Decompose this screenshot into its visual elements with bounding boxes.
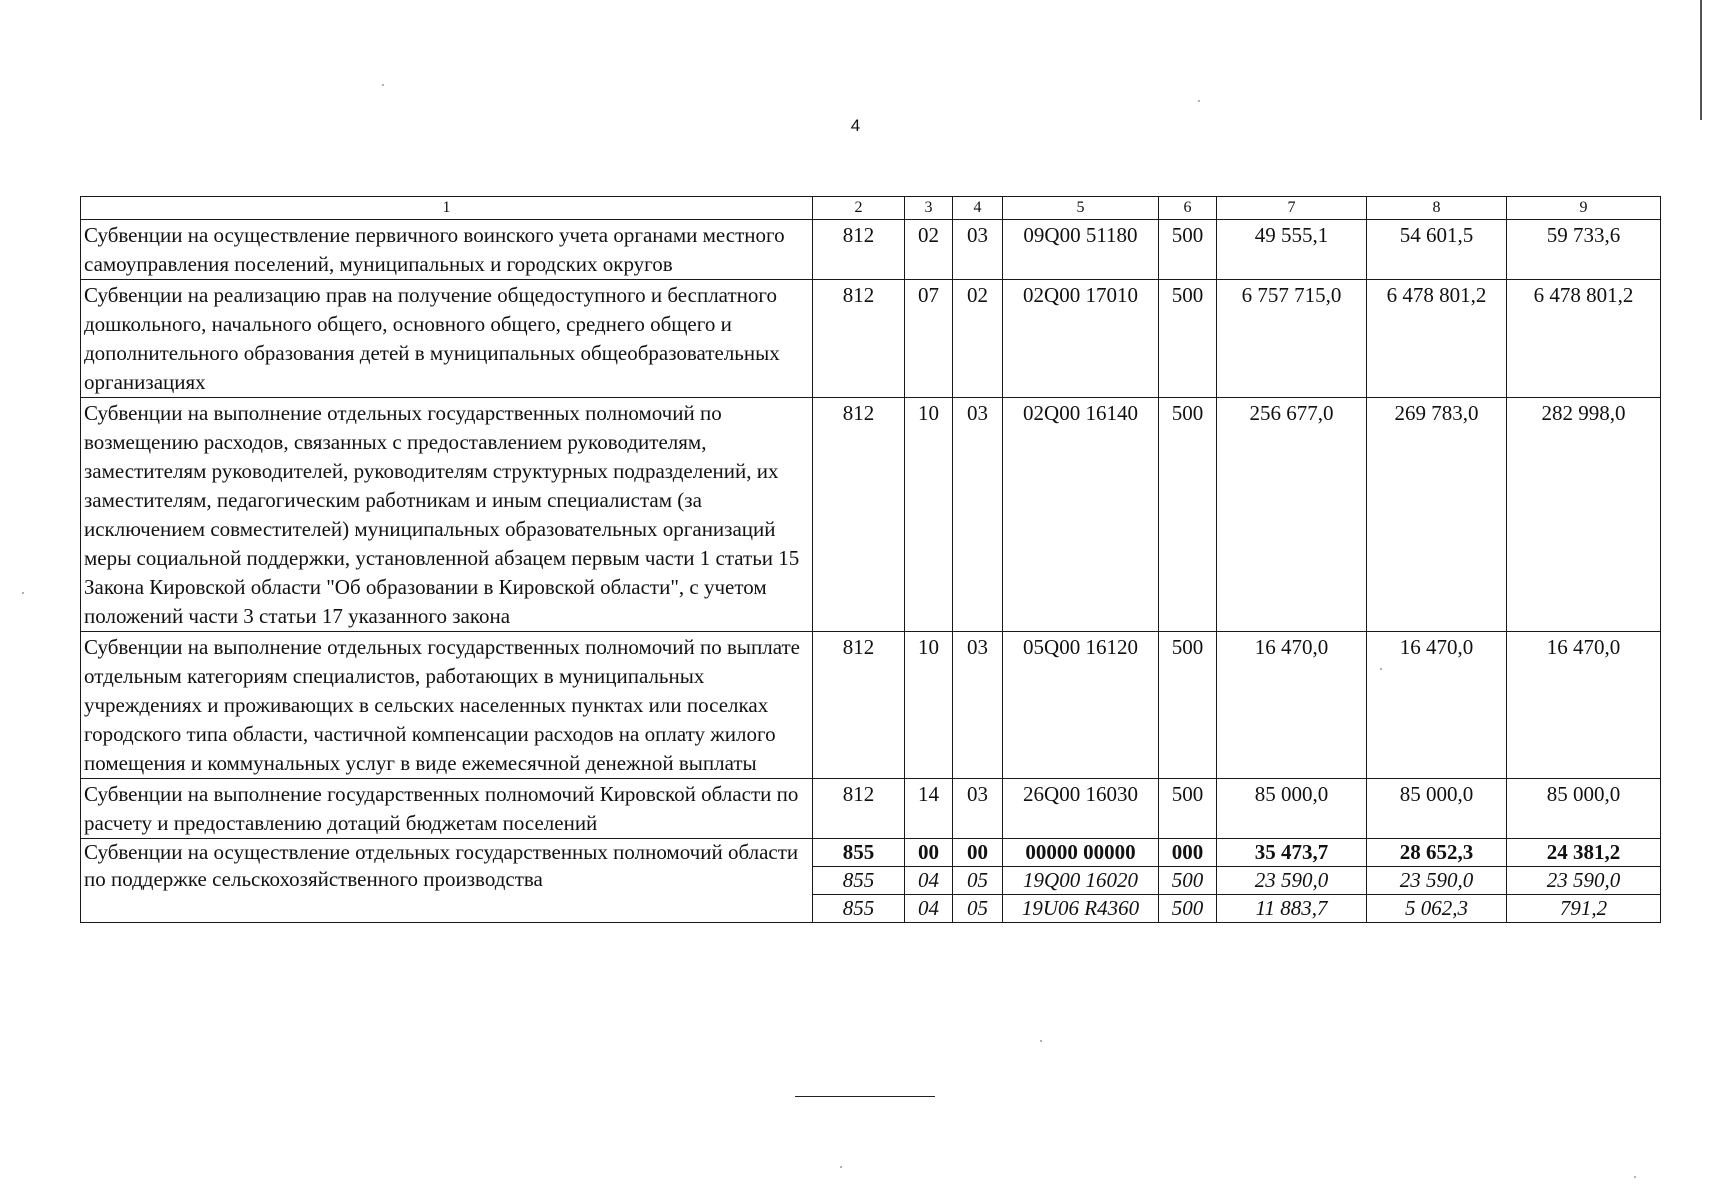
col6-expense-type: 500	[1159, 632, 1217, 779]
col4-subsection: 05	[953, 895, 1003, 923]
row-description: Субвенции на осуществление первичного воинского учета органами местного самоуправления поселений, муниципальных и городских округов	[81, 220, 813, 280]
col7-amount: 16 470,0	[1217, 632, 1367, 779]
col5-target-item: 05Q00 16120	[1003, 632, 1159, 779]
col7-amount: 35 473,7	[1217, 839, 1367, 867]
col4-subsection: 02	[953, 280, 1003, 398]
col5-target-item: 19U06 R4360	[1003, 895, 1159, 923]
col8-amount: 28 652,3	[1367, 839, 1507, 867]
col2-code: 812	[813, 220, 905, 280]
table-row	[81, 779, 1661, 839]
col8-amount: 54 601,5	[1367, 220, 1507, 280]
col7-amount: 85 000,0	[1217, 779, 1367, 839]
scan-speck	[1634, 1176, 1636, 1178]
col4-subsection: 03	[953, 398, 1003, 632]
col7-amount: 11 883,7	[1217, 895, 1367, 923]
col9-amount: 85 000,0	[1507, 779, 1661, 839]
header-cell: 7	[1217, 197, 1367, 220]
row-description: Субвенции на выполнение отдельных государственных полномочий по возмещению расходов, связанных с предоставлением руководителям, заместителям руководителей, руководителям структурных подразделений, их заместителям, педагогическим работникам и иным специалистам (за исключением совместителей) муниципальных образовательных организаций меры социальной поддержки, установленной абзацем первым части 1 статьи 15 Закона Кировской области "Об образовании в Кировской области", с учетом положений части 3 статьи 17 указанного закона	[81, 398, 813, 632]
col9-amount: 59 733,6	[1507, 220, 1661, 280]
col9-amount: 16 470,0	[1507, 632, 1661, 779]
col9-amount: 23 590,0	[1507, 867, 1661, 895]
col5-target-item: 02Q00 16140	[1003, 398, 1159, 632]
col3-section: 00	[905, 839, 953, 867]
scan-speck	[1198, 100, 1200, 102]
col9-amount: 791,2	[1507, 895, 1661, 923]
row-description: Субвенции на осуществление отдельных государственных полномочий области по поддержке сельскохозяйственного производства	[81, 839, 813, 923]
col7-amount: 256 677,0	[1217, 398, 1367, 632]
col6-expense-type: 500	[1159, 220, 1217, 280]
table-row	[81, 220, 1661, 280]
col8-amount: 16 470,0	[1367, 632, 1507, 779]
col5-target-item: 26Q00 16030	[1003, 779, 1159, 839]
col2-code: 855	[813, 839, 905, 867]
header-cell: 2	[813, 197, 905, 220]
col3-section: 10	[905, 398, 953, 632]
scan-speck	[1380, 668, 1382, 670]
col9-amount: 282 998,0	[1507, 398, 1661, 632]
col6-expense-type: 000	[1159, 839, 1217, 867]
scan-edge-mark	[1700, 0, 1702, 120]
col3-section: 14	[905, 779, 953, 839]
header-cell: 8	[1367, 197, 1507, 220]
col7-amount: 23 590,0	[1217, 867, 1367, 895]
col9-amount: 24 381,2	[1507, 839, 1661, 867]
col8-amount: 5 062,3	[1367, 895, 1507, 923]
col7-amount: 6 757 715,0	[1217, 280, 1367, 398]
col2-code: 855	[813, 867, 905, 895]
table-header-row	[81, 197, 1661, 220]
col8-amount: 269 783,0	[1367, 398, 1507, 632]
col3-section: 04	[905, 867, 953, 895]
col5-target-item: 00000 00000	[1003, 839, 1159, 867]
col9-amount: 6 478 801,2	[1507, 280, 1661, 398]
col6-expense-type: 500	[1159, 398, 1217, 632]
col3-section: 02	[905, 220, 953, 280]
col3-section: 04	[905, 895, 953, 923]
header-cell: 3	[905, 197, 953, 220]
header-cell: 5	[1003, 197, 1159, 220]
col4-subsection: 05	[953, 867, 1003, 895]
col4-subsection: 03	[953, 632, 1003, 779]
col2-code: 855	[813, 895, 905, 923]
scan-speck	[1040, 1040, 1042, 1042]
col8-amount: 23 590,0	[1367, 867, 1507, 895]
table-row	[81, 280, 1661, 398]
col7-amount: 49 555,1	[1217, 220, 1367, 280]
col2-code: 812	[813, 280, 905, 398]
row-description: Субвенции на выполнение отдельных государственных полномочий по выплате отдельным категориям специалистов, работающих в муниципальных учреждениях и проживающих в сельских населенных пунктах или поселках городского типа области, частичной компенсации расходов на оплату жилого помещения и коммунальных услуг в виде ежемесячной денежной выплаты	[81, 632, 813, 779]
subventions-table	[80, 196, 1661, 923]
col2-code: 812	[813, 398, 905, 632]
col4-subsection: 00	[953, 839, 1003, 867]
col3-section: 07	[905, 280, 953, 398]
scan-speck	[22, 592, 24, 594]
col4-subsection: 03	[953, 220, 1003, 280]
row-description: Субвенции на реализацию прав на получение общедоступного и бесплатного дошкольного, начального общего, основного общего, среднего общего и дополнительного образования детей в муниципальных общеобразовательных организациях	[81, 280, 813, 398]
header-cell: 4	[953, 197, 1003, 220]
table-body	[81, 197, 1661, 923]
col5-target-item: 09Q00 51180	[1003, 220, 1159, 280]
col2-code: 812	[813, 779, 905, 839]
col5-target-item: 02Q00 17010	[1003, 280, 1159, 398]
row-description: Субвенции на выполнение государственных полномочий Кировской области по расчету и предоставлению дотаций бюджетам поселений	[81, 779, 813, 839]
page-number: 4	[850, 116, 861, 135]
footer-divider	[795, 1096, 935, 1097]
scan-speck	[382, 84, 384, 86]
col6-expense-type: 500	[1159, 280, 1217, 398]
col5-target-item: 19Q00 16020	[1003, 867, 1159, 895]
table-row	[81, 632, 1661, 779]
header-cell: 1	[81, 197, 813, 220]
col6-expense-type: 500	[1159, 895, 1217, 923]
col2-code: 812	[813, 632, 905, 779]
table-row	[81, 839, 1661, 867]
col6-expense-type: 500	[1159, 779, 1217, 839]
col6-expense-type: 500	[1159, 867, 1217, 895]
header-cell: 6	[1159, 197, 1217, 220]
col8-amount: 85 000,0	[1367, 779, 1507, 839]
col4-subsection: 03	[953, 779, 1003, 839]
col3-section: 10	[905, 632, 953, 779]
col8-amount: 6 478 801,2	[1367, 280, 1507, 398]
header-cell: 9	[1507, 197, 1661, 220]
scan-speck	[840, 1166, 842, 1168]
table-row	[81, 398, 1661, 632]
